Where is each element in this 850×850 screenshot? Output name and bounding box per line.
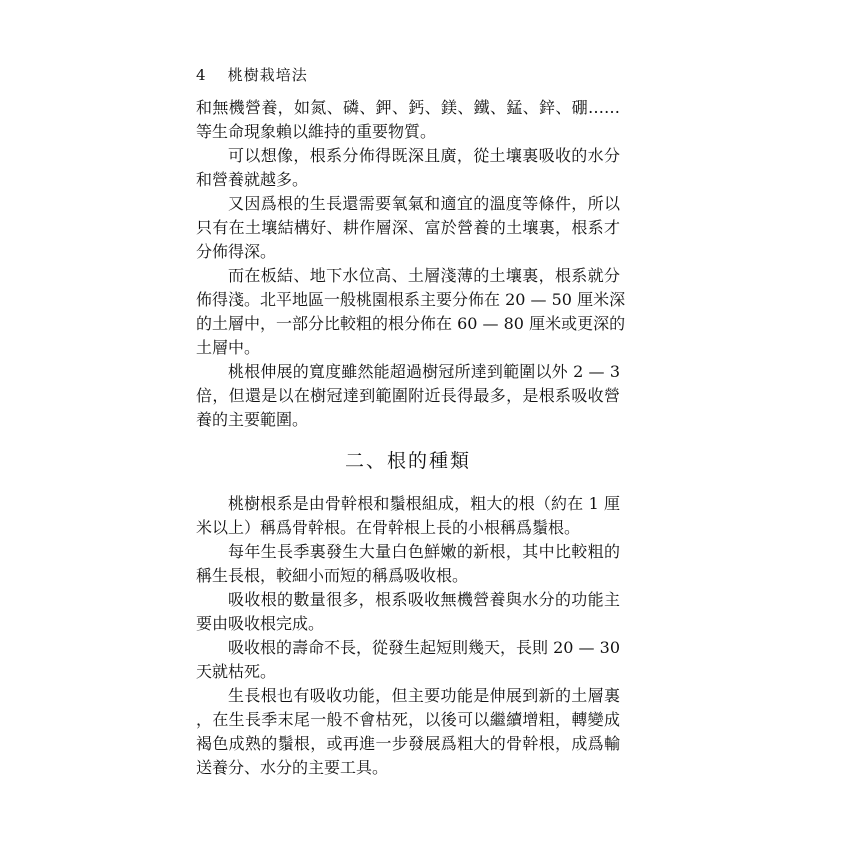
text-line: 吸收根的數量很多，根系吸收無機營養與水分的功能主 — [228, 590, 620, 609]
text-line: 要由吸收根完成。 — [196, 614, 325, 633]
page-number: 4 — [196, 66, 207, 84]
text-line: 天就枯死。 — [196, 662, 277, 681]
text-line: 和無機營養，如氮、磷、鉀、鈣、鎂、鐵、錳、鋅、硼…… — [196, 98, 620, 117]
text-line: ，在生長季末尾一般不會枯死，以後可以繼續增粗，轉變成 — [196, 710, 620, 729]
text-line: 稱生長根，較細小而短的稱爲吸收根。 — [196, 566, 469, 585]
text-line: 只有在土壤結構好、耕作層深、富於營養的土壤裏，根系才 — [196, 218, 620, 237]
text-line: 分佈得深。 — [196, 242, 277, 261]
text-line: 倍，但還是以在樹冠達到範圍附近長得最多，是根系吸收營 — [196, 386, 620, 405]
text-line: 送養分、水分的主要工具。 — [196, 758, 389, 777]
paragraph — [196, 96, 620, 144]
text-block-before-heading — [196, 96, 626, 432]
running-header — [196, 64, 308, 85]
text-line: 生長根也有吸收功能，但主要功能是伸展到新的土層裏 — [228, 686, 620, 705]
paragraph — [196, 540, 620, 588]
text-line: 的土層中，一部分比較粗的根分佈在 60 — 80 厘米或更深的 — [196, 314, 626, 333]
text-line: 佈得淺。北平地區一般桃園根系主要分佈在 20 — 50 厘米深 — [196, 290, 626, 309]
page-body — [196, 96, 626, 780]
paragraph — [196, 144, 620, 192]
text-line: 桃樹根系是由骨幹根和鬚根組成，粗大的根（約在 1 厘 — [228, 494, 620, 513]
text-line: 米以上）稱爲骨幹根。在骨幹根上長的小根稱爲鬚根。 — [196, 518, 581, 537]
text-line: 土層中。 — [196, 338, 261, 357]
text-line: 和營養就越多。 — [196, 170, 309, 189]
text-block-after-heading — [196, 492, 620, 780]
text-line: 養的主要範圍。 — [196, 410, 309, 429]
paragraph — [196, 492, 620, 540]
paragraph — [196, 264, 626, 360]
paragraph — [196, 636, 620, 684]
paragraph — [196, 684, 620, 780]
book-title: 桃樹栽培法 — [227, 66, 308, 84]
paragraph — [196, 588, 620, 636]
text-line: 又因爲根的生長還需要氧氣和適宜的溫度等條件，所以 — [228, 194, 620, 213]
section-heading: 二、根的種類 — [344, 450, 471, 472]
paragraph — [196, 192, 620, 264]
text-line: 等生命現象賴以維持的重要物質。 — [196, 122, 437, 141]
text-line: 而在板結、地下水位高、土層淺薄的土壤裏，根系就分 — [228, 266, 620, 285]
text-line: 可以想像，根系分佈得既深且廣，從土壤裏吸收的水分 — [228, 146, 620, 165]
text-line: 每年生長季裏發生大量白色鮮嫩的新根，其中比較粗的 — [228, 542, 620, 561]
text-line: 吸收根的壽命不長，從發生起短則幾天，長則 20 — 30 — [228, 638, 620, 657]
text-line: 桃根伸展的寬度雖然能超過樹冠所達到範圍以外 2 — 3 — [228, 362, 620, 381]
text-line: 褐色成熟的鬚根，或再進一步發展爲粗大的骨幹根，成爲輸 — [196, 734, 620, 753]
paragraph — [196, 360, 620, 432]
